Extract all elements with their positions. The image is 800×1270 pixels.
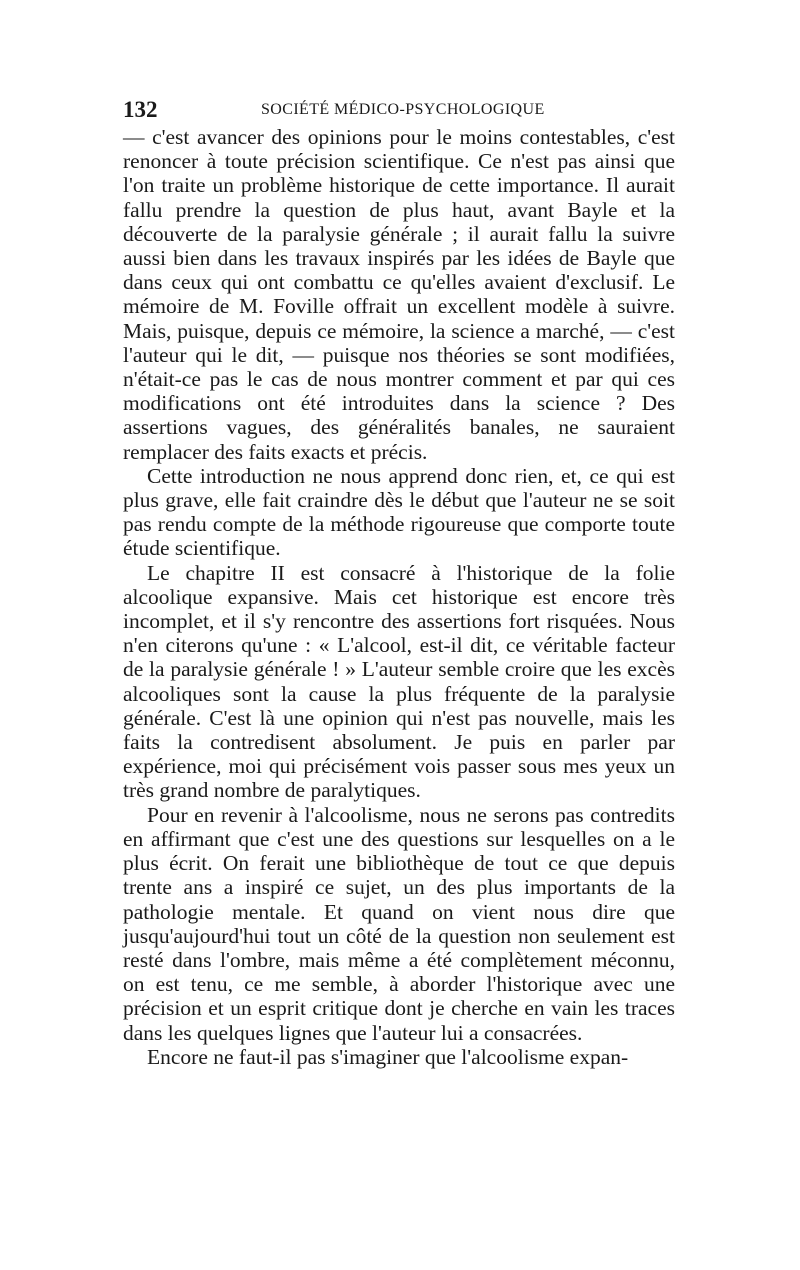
paragraph: Pour en revenir à l'alcoolisme, nous ne serons pas contredits en affirmant que c'est une des questions sur lesquelles on a le plus écrit. On ferait une bibliothèque de tout ce que depuis trente ans a inspiré ce sujet, un des plus importants de la pathologie mentale. Et quand on vient nous dire que jusqu'aujourd'hui tout un côté de la question non seulement est resté dans l'ombre, mais même a été complètement méconnu, on est tenu, ce me semble, à aborder l'historique avec une précision et un esprit critique dont je cherche en vain les traces dans les quelques lignes que l'auteur lui a consacrées.: [123, 802, 675, 1045]
paragraph: Encore ne faut-il pas s'imaginer que l'alcoolisme expan-: [147, 1044, 629, 1069]
paragraph: — c'est avancer des opinions pour le moins contestables, c'est renoncer à toute précision scientifique. Ce n'est pas ainsi que l'on traite un problème historique de cette importance. Il aurait fallu prendre la question de plus haut, avant Bayle et la découverte de la paralysie générale ; il aurait fallu la suivre aussi bien dans les travaux inspirés par les idées de Bayle que dans ceux qui ont combattu ce qu'elles avaient d'exclusif. Le mémoire de M. Foville offrait un excellent modèle à suivre. Mais, puisque, depuis ce mémoire, la science a marché, — c'est l'auteur qui le dit, — puisque nos théories se sont modifiées, n'était-ce pas le cas de nous montrer comment et par qui ces modifications ont été introduites dans la science ? Des assertions vagues, des généralités banales, ne sauraient remplacer des faits exacts et précis.: [123, 125, 675, 464]
page-number: 132: [123, 97, 158, 122]
running-title: SOCIÉTÉ MÉDICO-PSYCHOLOGIQUE: [261, 101, 545, 118]
page-header: [123, 97, 675, 123]
paragraph: Le chapitre II est consacré à l'historique de la folie alcoolique expansive. Mais cet historique est encore très incomplet, et il s'y rencontre des assertions fort risquées. Nous n'en citerons qu'une : « L'alcool, est-il dit, ce véritable facteur de la paralysie générale ! » L'auteur semble croire que les excès alcooliques sont la cause la plus fréquente de la paralysie générale. C'est là une opinion qui n'est pas nouvelle, mais les faits la contredisent absolument. Je puis en parler par expérience, moi qui précisément vois passer sous mes yeux un très grand nombre de paralytiques.: [123, 560, 675, 803]
book-page: [123, 97, 675, 1069]
paragraph: Cette introduction ne nous apprend donc rien, et, ce qui est plus grave, elle fait craindre dès le début que l'auteur ne se soit pas rendu compte de la méthode rigoureuse que comporte toute étude scientifique.: [123, 463, 675, 561]
body-text: [123, 125, 675, 1069]
